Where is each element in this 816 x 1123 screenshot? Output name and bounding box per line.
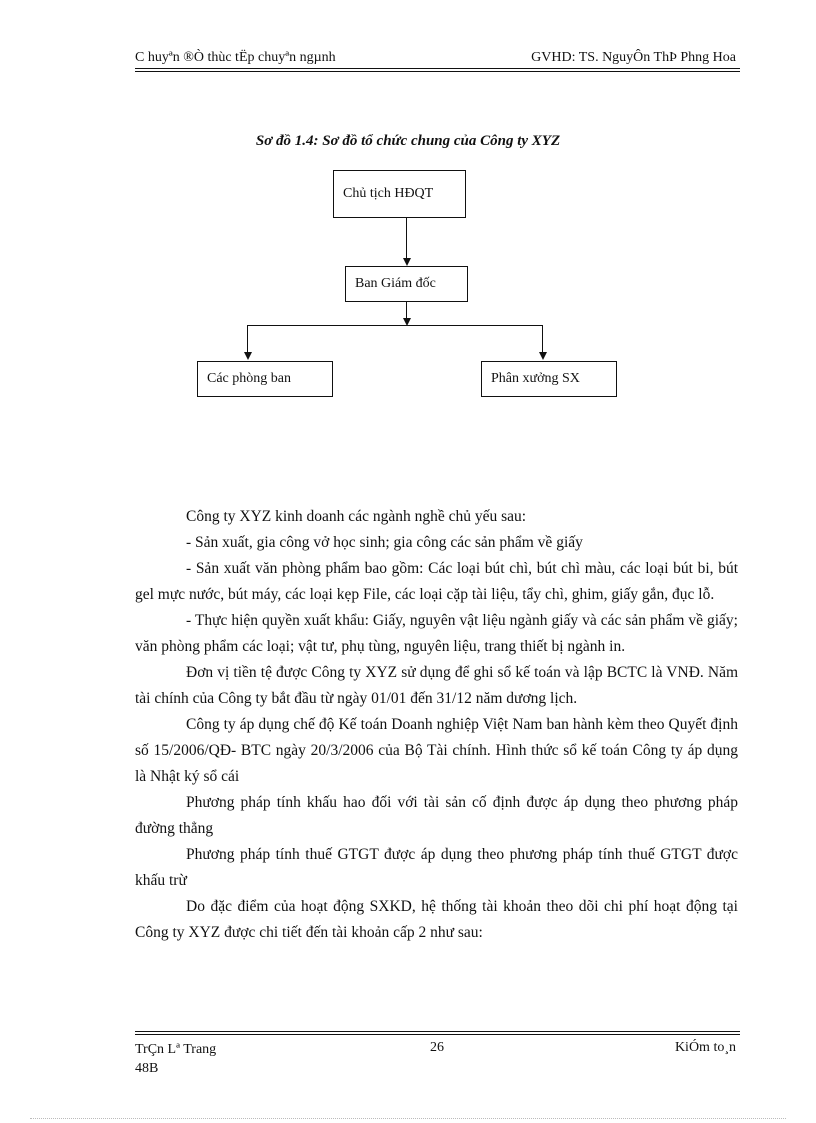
connector-chairman-board xyxy=(406,218,407,262)
header-title: C huyªn ®Ò thùc tËp chuyªn ngµnh xyxy=(135,50,336,65)
diagram-caption: Sơ đồ 1.4: Sơ đồ tổ chức chung của Công ty XYZ xyxy=(255,133,561,149)
paragraph: Phương pháp tính khấu hao đối với tài sản cố định được áp dụng theo phương pháp đường thẳng xyxy=(135,794,738,837)
footer-department: KiÓm to¸n xyxy=(674,1040,736,1055)
page-edge-divider xyxy=(30,1118,786,1119)
paragraph: Công ty XYZ kinh doanh các ngành nghề chủ yếu sau: xyxy=(186,508,527,525)
footer-rule xyxy=(135,1031,740,1032)
arrowhead-workshop xyxy=(539,352,547,360)
footer-author-name: TrÇn Lª Trang xyxy=(135,1042,217,1057)
paragraph: Do đặc điểm của hoạt động SXKD, hệ thống tài khoản theo dõi chi phí hoạt động tại Công ty XYZ được chi tiết đến tài khoản cấp 2 như sau: xyxy=(135,898,738,941)
header-rule-double xyxy=(135,71,740,72)
paragraph: Công ty áp dụng chế độ Kế toán Doanh nghiệp Việt Nam ban hành kèm theo Quyết định số 15/2006/QĐ- BTC ngày 20/3/2006 của Bộ Tài chính. Hình thức sổ kế toán Công ty áp dụng là Nhật ký sổ cái xyxy=(135,716,738,785)
node-chairman-label: Chủ tịch HĐQT xyxy=(343,186,434,201)
footer-author xyxy=(135,1040,216,1078)
footer-rule-double xyxy=(135,1034,740,1035)
header-advisor: GVHD: TS. NguyÔn ThÞ Phng Hoa xyxy=(531,50,736,65)
node-workshop xyxy=(481,361,617,397)
arrowhead-departments xyxy=(244,352,252,360)
footer-author-class: 48B xyxy=(135,1061,159,1076)
node-workshop-label: Phân xưởng SX xyxy=(491,371,580,386)
page-number: 26 xyxy=(430,1040,444,1055)
node-board-label: Ban Giám đốc xyxy=(355,276,436,291)
node-chairman xyxy=(333,170,466,218)
paragraph: Đơn vị tiền tệ được Công ty XYZ sử dụng để ghi sổ kế toán và lập BCTC là VNĐ. Năm tài chính của Công ty bắt đầu từ ngày 01/01 đến 31/12 năm dương lịch. xyxy=(135,664,738,707)
node-board xyxy=(345,266,468,302)
paragraph: - Thực hiện quyền xuất khẩu: Giấy, nguyên vật liệu ngành giấy và các sản phẩm về giấy; văn phòng phẩm các loại; vật tư, phụ tùng, nguyên liệu, trang thiết bị ngành in. xyxy=(135,612,738,655)
body-text xyxy=(135,504,738,946)
arrowhead-board xyxy=(403,258,411,266)
connector-horizontal xyxy=(247,325,543,326)
paragraph: - Sản xuất, gia công vở học sinh; gia công các sản phẩm về giấy xyxy=(186,534,583,551)
paragraph: - Sản xuất văn phòng phẩm bao gồm: Các loại bút chì, bút chì màu, các loại bút bi, bút gel mực nước, bút máy, các loại kẹp File, các loại cặp tài liệu, tẩy chì, ghim, giấy gắn, đục lỗ. xyxy=(135,560,738,603)
node-departments xyxy=(197,361,333,397)
header-rule xyxy=(135,68,740,69)
node-departments-label: Các phòng ban xyxy=(207,371,291,386)
paragraph: Phương pháp tính thuế GTGT được áp dụng theo phương pháp tính thuế GTGT được khấu trừ xyxy=(135,846,738,889)
